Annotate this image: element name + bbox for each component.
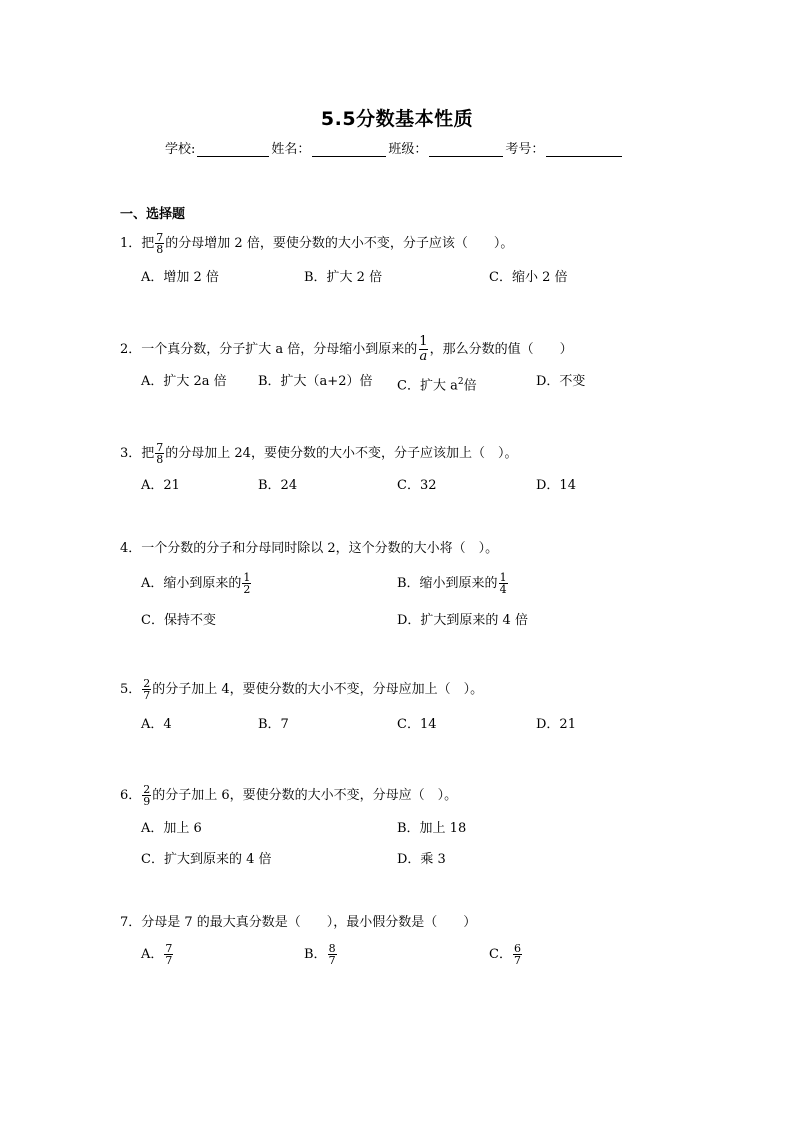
question-text: 的分子加上 4，要使分数的大小不变，分母应加上（ ）。 <box>152 682 484 697</box>
fraction <box>155 442 164 465</box>
question-text: 3．把 <box>120 446 155 461</box>
fraction-denominator: 4 <box>499 583 507 596</box>
section-title: 一、选择题 <box>120 207 186 222</box>
option-text: B．缩小到原来的 <box>397 576 498 591</box>
option-text: A．缩小到原来的 <box>141 576 242 591</box>
option-b[interactable]: B．24 <box>258 478 298 493</box>
fraction-denominator: 8 <box>156 243 164 256</box>
fraction <box>328 943 337 966</box>
option-a[interactable]: A．增加 2 倍 <box>141 270 219 285</box>
fraction-denominator: a <box>419 349 428 364</box>
fraction <box>164 943 173 966</box>
question-text: 1．把 <box>120 236 155 251</box>
question-5 <box>120 678 483 701</box>
question-1 <box>120 232 513 255</box>
exam-number-blank[interactable] <box>546 142 622 157</box>
fraction <box>513 943 522 966</box>
name-blank[interactable] <box>312 142 386 157</box>
option-c[interactable] <box>397 374 477 394</box>
exponent: 2 <box>457 377 464 387</box>
question-3 <box>120 442 517 465</box>
option-a[interactable]: A．21 <box>141 478 180 493</box>
document-title: 5.5分数基本性质 <box>320 108 474 130</box>
name-label: 姓名： <box>271 142 311 157</box>
question-text: 5． <box>120 682 142 697</box>
option-d[interactable]: D．14 <box>536 478 576 493</box>
question-text: 的分母加上 24，要使分数的大小不变，分子应该加上（ ）。 <box>165 446 518 461</box>
option-a[interactable] <box>141 572 252 595</box>
exam-number-label: 考号： <box>505 142 545 157</box>
fraction-numerator: 1 <box>499 571 507 584</box>
fraction <box>142 678 151 701</box>
option-a[interactable] <box>141 943 174 966</box>
option-c[interactable]: C．14 <box>397 717 437 732</box>
option-b[interactable]: B．7 <box>258 717 289 732</box>
fraction <box>142 784 151 807</box>
question-4: 4．一个分数的分子和分母同时除以 2，这个分数的大小将（ ）。 <box>120 541 499 556</box>
option-c[interactable]: C．缩小 2 倍 <box>489 270 568 285</box>
fraction <box>499 572 508 595</box>
question-2 <box>120 335 573 364</box>
school-blank[interactable] <box>197 142 269 157</box>
option-c[interactable]: C．保持不变 <box>141 613 216 628</box>
option-b[interactable] <box>397 572 509 595</box>
option-d[interactable]: D．乘 3 <box>397 852 446 867</box>
option-text: C． <box>489 947 512 962</box>
option-b[interactable]: B．扩大（a+2）倍 <box>258 374 373 389</box>
option-text: 倍 <box>463 378 477 394</box>
option-d[interactable]: D．不变 <box>536 374 586 389</box>
student-info-fields <box>165 138 624 157</box>
class-label: 班级： <box>388 142 428 157</box>
fraction-numerator: 1 <box>419 334 428 349</box>
option-text: C．扩大 a <box>397 378 458 394</box>
option-d[interactable]: D．21 <box>536 717 576 732</box>
question-6 <box>120 784 457 807</box>
class-blank[interactable] <box>429 142 503 157</box>
fraction-numerator: 8 <box>328 942 336 955</box>
fraction-numerator: 2 <box>143 783 151 796</box>
fraction-numerator: 7 <box>165 942 173 955</box>
option-d[interactable]: D．扩大到原来的 4 倍 <box>397 613 528 628</box>
fraction-numerator: 1 <box>243 571 251 584</box>
fraction-numerator: 6 <box>513 942 521 955</box>
option-a[interactable]: A．4 <box>141 717 172 732</box>
school-label: 学校: <box>165 142 196 157</box>
fraction-numerator: 7 <box>156 231 164 244</box>
option-b[interactable] <box>304 943 338 966</box>
question-text: 2．一个真分数，分子扩大 a 倍，分母缩小到原来的 <box>120 342 418 357</box>
fraction-denominator: 7 <box>143 689 151 702</box>
option-c[interactable]: C．扩大到原来的 4 倍 <box>141 852 272 867</box>
fraction-denominator: 7 <box>513 954 521 967</box>
fraction <box>418 335 428 364</box>
fraction-numerator: 7 <box>156 441 164 454</box>
fraction <box>155 232 164 255</box>
question-text: 6． <box>120 788 142 803</box>
fraction-denominator: 2 <box>243 583 251 596</box>
fraction-denominator: 9 <box>143 795 151 808</box>
option-c[interactable]: C．32 <box>397 478 437 493</box>
option-c[interactable] <box>489 943 523 966</box>
question-text: 的分子加上 6，要使分数的大小不变，分母应（ ）。 <box>152 788 458 803</box>
option-a[interactable]: A．加上 6 <box>141 821 202 836</box>
option-text: B． <box>304 947 327 962</box>
fraction-denominator: 7 <box>328 954 336 967</box>
fraction-denominator: 7 <box>165 954 173 967</box>
option-a[interactable]: A．扩大 2a 倍 <box>141 374 227 389</box>
question-text: ，那么分数的值（ ） <box>429 342 573 357</box>
question-7: 7．分母是 7 的最大真分数是（ ），最小假分数是（ ） <box>120 915 477 930</box>
question-text: 的分母增加 2 倍，要使分数的大小不变，分子应该（ ）。 <box>165 236 514 251</box>
option-b[interactable]: B．扩大 2 倍 <box>304 270 383 285</box>
fraction-denominator: 8 <box>156 453 164 466</box>
option-text: A． <box>141 947 164 962</box>
fraction <box>242 572 251 595</box>
option-b[interactable]: B．加上 18 <box>397 821 467 836</box>
fraction-numerator: 2 <box>143 677 151 690</box>
